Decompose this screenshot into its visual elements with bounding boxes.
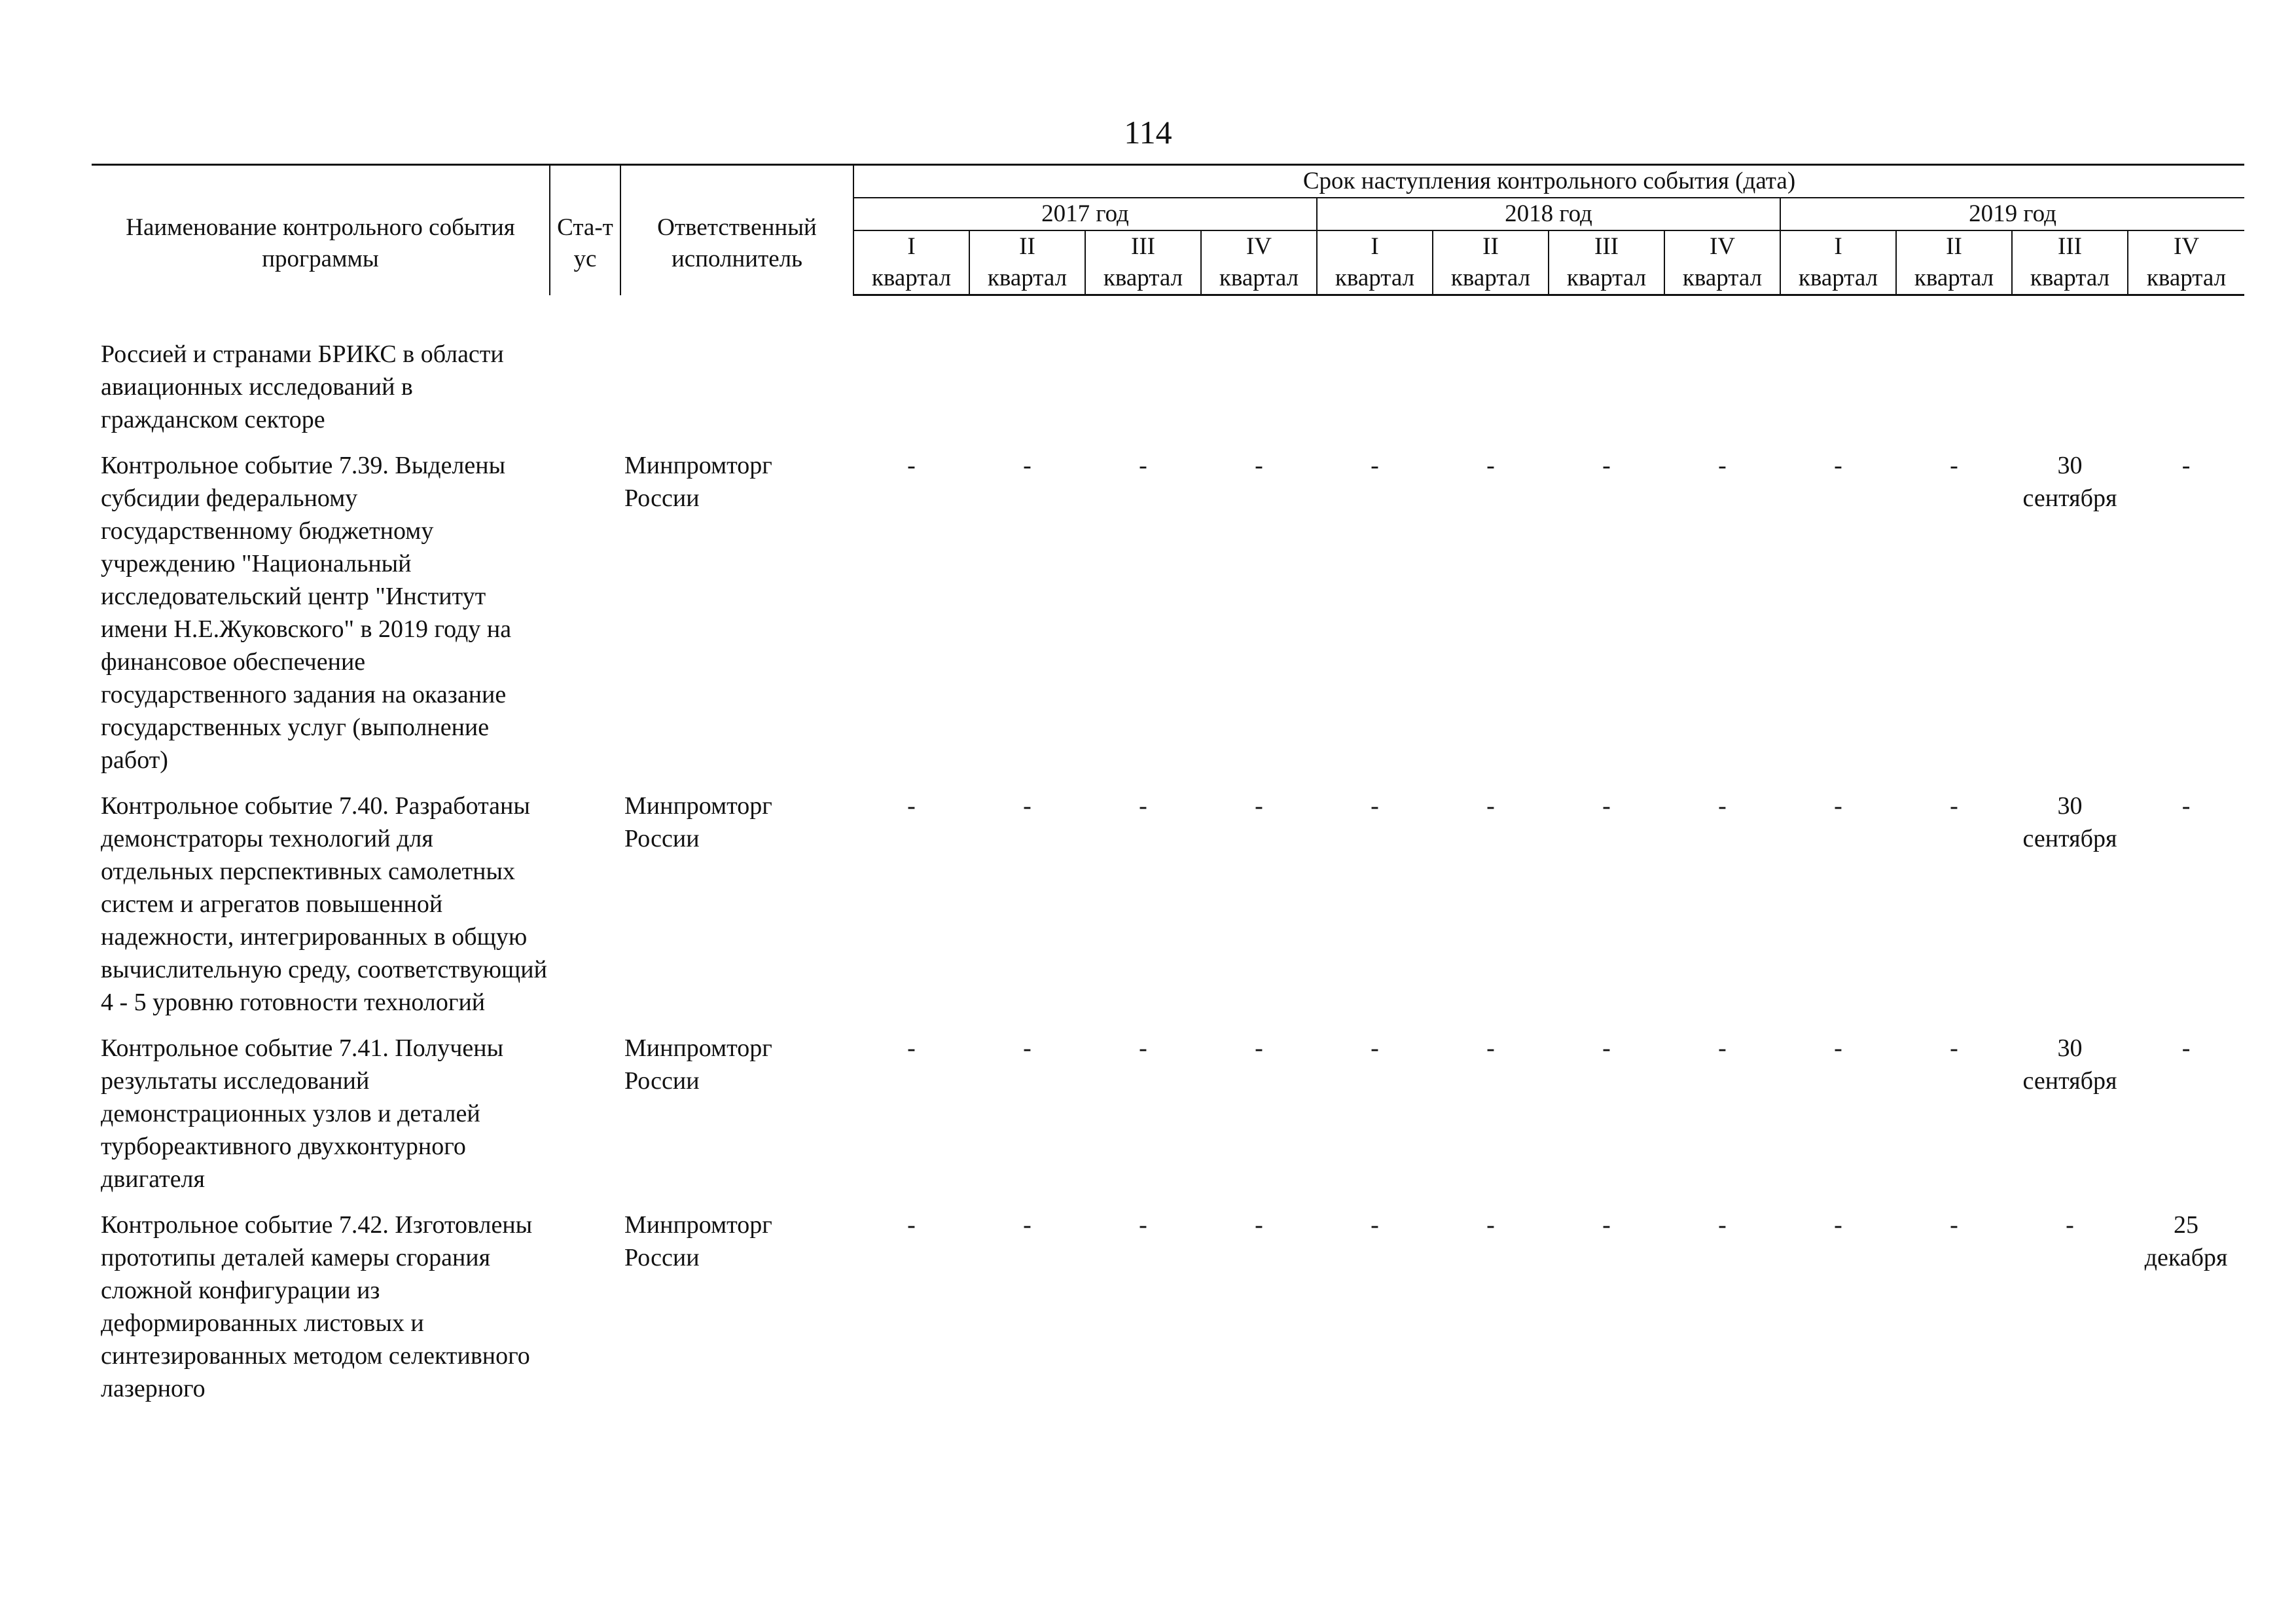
page-number: 114 bbox=[1124, 114, 1172, 151]
quarter-cell: - bbox=[1950, 1211, 1958, 1239]
header-quarter-word-2: квартал bbox=[969, 263, 1085, 295]
quarter-cell: - bbox=[1718, 792, 1727, 820]
header-quarter-5: I bbox=[1317, 230, 1433, 263]
header-quarter-word-8: квартал bbox=[1664, 263, 1780, 295]
quarter-cell: - bbox=[1255, 452, 1263, 479]
event-status bbox=[550, 1209, 620, 1418]
event-name: Контрольное событие 7.40. Разработаны демонстраторы технологий для отдельных перспективных самолетных систем и агрегатов повышенной надежности, интегрированных в общую вычислительную среду, соответствующий 4 - 5 уровню готовности технологий bbox=[101, 792, 547, 1016]
header-quarter-8: IV bbox=[1664, 230, 1780, 263]
quarter-cell: 30 сентября bbox=[2022, 792, 2117, 852]
quarter-cell: - bbox=[2181, 452, 2191, 479]
quarter-cell: - bbox=[1255, 1034, 1263, 1062]
quarter-cell: - bbox=[1486, 1211, 1495, 1239]
continuation-text: Россией и странами БРИКС в области авиационных исследований в гражданском секторе bbox=[101, 340, 504, 433]
header-quarter-word-4: квартал bbox=[1201, 263, 1317, 295]
event-name: Контрольное событие 7.39. Выделены субсидии федеральному государственному бюджетному учреждению "Национальный исследовательский центр "Институт имени Н.Е.Жуковского" в 2019 году на финансовое обеспечение государственного задания на оказание государственных услуг (выполнение работ) bbox=[101, 452, 512, 774]
quarter-cell: - bbox=[1371, 1211, 1379, 1239]
header-quarter-3: III bbox=[1085, 230, 1201, 263]
header-quarter-word-3: квартал bbox=[1085, 263, 1201, 295]
event-status bbox=[550, 449, 620, 790]
header-quarter-word-7: квартал bbox=[1549, 263, 1664, 295]
quarter-cell: - bbox=[1602, 1211, 1611, 1239]
event-status bbox=[550, 790, 620, 1032]
quarter-cell: - bbox=[2066, 1211, 2074, 1239]
header-quarter-word-9: квартал bbox=[1780, 263, 1896, 295]
quarter-cell: - bbox=[2181, 1034, 2191, 1062]
event-executor: Минпромторг России bbox=[624, 452, 772, 512]
quarter-cell: - bbox=[1834, 1034, 1842, 1062]
quarter-cell: - bbox=[1486, 452, 1495, 479]
quarter-cell: - bbox=[907, 452, 916, 479]
quarter-cell: - bbox=[1139, 452, 1147, 479]
header-quarter-7: III bbox=[1549, 230, 1664, 263]
quarter-cell: - bbox=[1371, 452, 1379, 479]
table-row bbox=[92, 790, 2244, 1032]
event-executor: Минпромторг России bbox=[624, 1211, 772, 1271]
header-quarter-12: IV bbox=[2128, 230, 2244, 263]
quarter-cell: - bbox=[1486, 792, 1495, 820]
quarter-cell: - bbox=[907, 1211, 916, 1239]
quarter-cell: - bbox=[1718, 1034, 1727, 1062]
table-row bbox=[92, 1209, 2244, 1418]
header-deadline-group: Срок наступления контрольного события (дата) bbox=[853, 165, 2244, 198]
table-row bbox=[92, 449, 2244, 790]
quarter-cell: - bbox=[1834, 792, 1842, 820]
quarter-cell: - bbox=[1255, 1211, 1263, 1239]
control-events-table bbox=[92, 164, 2244, 1418]
event-name: Контрольное событие 7.41. Получены результаты исследований демонстрационных узлов и деталей турбореактивного двухконтурного двигателя bbox=[101, 1034, 504, 1193]
event-executor: Минпромторг России bbox=[624, 792, 772, 852]
header-quarter-11: III bbox=[2012, 230, 2128, 263]
quarter-cell: - bbox=[1486, 1034, 1495, 1062]
quarter-cell: 25 декабря bbox=[2144, 1211, 2228, 1271]
quarter-cell: 30 сентября bbox=[2022, 452, 2117, 512]
quarter-cell: - bbox=[1950, 452, 1958, 479]
quarter-cell: - bbox=[1834, 452, 1842, 479]
quarter-cell: - bbox=[1602, 792, 1611, 820]
quarter-cell: - bbox=[1950, 1034, 1958, 1062]
event-name: Контрольное событие 7.42. Изготовлены прототипы деталей камеры сгорания сложной конфигурации из деформированных листовых и синтезированных методом селективного лазерного bbox=[101, 1211, 533, 1402]
header-quarter-4: IV bbox=[1201, 230, 1317, 263]
header-quarter-word-1: квартал bbox=[853, 263, 969, 295]
quarter-cell: - bbox=[1950, 792, 1958, 820]
quarter-cell: - bbox=[1371, 792, 1379, 820]
quarter-cell: - bbox=[1255, 792, 1263, 820]
quarter-cell: - bbox=[1139, 792, 1147, 820]
header-quarter-9: I bbox=[1780, 230, 1896, 263]
header-quarter-1: I bbox=[853, 230, 969, 263]
header-quarter-word-5: квартал bbox=[1317, 263, 1433, 295]
header-year-2019: 2019 год bbox=[1780, 198, 2244, 230]
table-row bbox=[92, 1032, 2244, 1209]
quarter-cell: - bbox=[1371, 1034, 1379, 1062]
quarter-cell: - bbox=[1718, 1211, 1727, 1239]
quarter-cell: - bbox=[907, 1034, 916, 1062]
quarter-cell: - bbox=[1023, 452, 1031, 479]
quarter-cell: - bbox=[1718, 452, 1727, 479]
quarter-cell: - bbox=[1139, 1211, 1147, 1239]
quarter-cell: - bbox=[1139, 1034, 1147, 1062]
quarter-cell: - bbox=[1023, 792, 1031, 820]
header-quarter-word-10: квартал bbox=[1896, 263, 2012, 295]
header-year-2018: 2018 год bbox=[1317, 198, 1780, 230]
header-quarter-10: II bbox=[1896, 230, 2012, 263]
quarter-cell: - bbox=[907, 792, 916, 820]
quarter-cell: - bbox=[2181, 792, 2191, 820]
quarter-cell: - bbox=[1023, 1034, 1031, 1062]
event-executor: Минпромторг России bbox=[624, 1034, 772, 1095]
quarter-cell: - bbox=[1834, 1211, 1842, 1239]
header-quarter-word-11: квартал bbox=[2012, 263, 2128, 295]
header-quarter-word-12: квартал bbox=[2128, 263, 2244, 295]
quarter-cell: - bbox=[1602, 1034, 1611, 1062]
header-event-name: Наименование контрольного события программы bbox=[92, 165, 550, 295]
header-quarter-word-6: квартал bbox=[1433, 263, 1549, 295]
header-executor: Ответственный исполнитель bbox=[620, 165, 853, 295]
header-status: Ста-тус bbox=[550, 165, 620, 295]
header-quarter-2: II bbox=[969, 230, 1085, 263]
event-status bbox=[550, 1032, 620, 1209]
header-quarter-6: II bbox=[1433, 230, 1549, 263]
quarter-cell: - bbox=[1602, 452, 1611, 479]
quarter-cell: - bbox=[1023, 1211, 1031, 1239]
header-year-2017: 2017 год bbox=[853, 198, 1317, 230]
quarter-cell: 30 сентября bbox=[2022, 1034, 2117, 1095]
